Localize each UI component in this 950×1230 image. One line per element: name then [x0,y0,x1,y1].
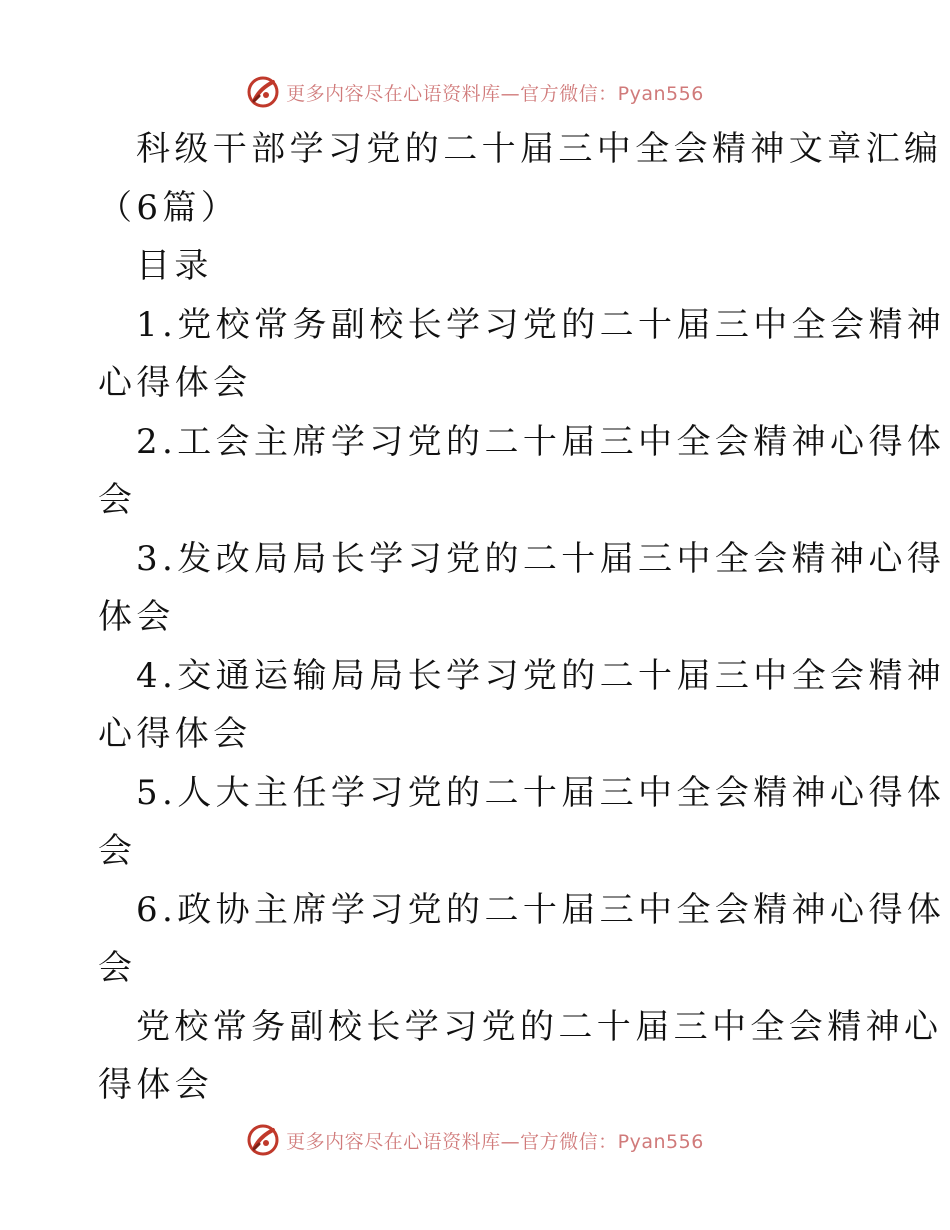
brush-logo-icon [246,1123,280,1157]
toc-item [98,764,946,881]
toc-item [98,413,946,530]
watermark-text: 更多内容尽在心语资料库—官方微信：Pyan556 [286,1130,704,1153]
toc-item-line: 5.人大主任学习党的二十届三中全会精神心得体 [136,772,946,813]
header-watermark [0,72,950,112]
toc-item [98,530,946,647]
footer-watermark [0,1120,950,1160]
toc-item-line-continued: 体会 [98,597,175,637]
toc-item-line-continued: 会 [98,948,137,988]
document-title-continued: （6篇） [98,187,240,228]
section-title: 党校常务副校长学习党的二十届三中全会精神心 [136,1006,943,1047]
document-title: 科级干部学习党的二十届三中全会精神文章汇编 [136,129,943,169]
toc-item-line: 2.工会主席学习党的二十届三中全会精神心得体 [136,421,946,462]
toc-item-line-continued: 会 [98,831,137,871]
toc-item-line: 6.政协主席学习党的二十届三中全会精神心得体 [136,889,946,930]
brush-logo-icon [246,75,280,109]
toc-item-line: 3.发改局局长学习党的二十届三中全会精神心得 [136,538,946,579]
toc-item-line-continued: 会 [98,480,137,520]
section-title-continued: 得体会 [98,1065,214,1105]
toc-item [98,296,946,413]
toc-item-line: 4.交通运输局局长学习党的二十届三中全会精神 [136,655,946,696]
toc-item [98,647,946,764]
toc-item-line-continued: 心得体会 [98,363,252,403]
toc-item-line: 1.党校常务副校长学习党的二十届三中全会精神 [136,304,946,345]
toc-heading: 目录 [136,246,213,286]
toc-item [98,881,946,998]
watermark-text: 更多内容尽在心语资料库—官方微信：Pyan556 [286,82,704,105]
toc-item-line-continued: 心得体会 [98,714,252,754]
document-body [98,120,946,1115]
